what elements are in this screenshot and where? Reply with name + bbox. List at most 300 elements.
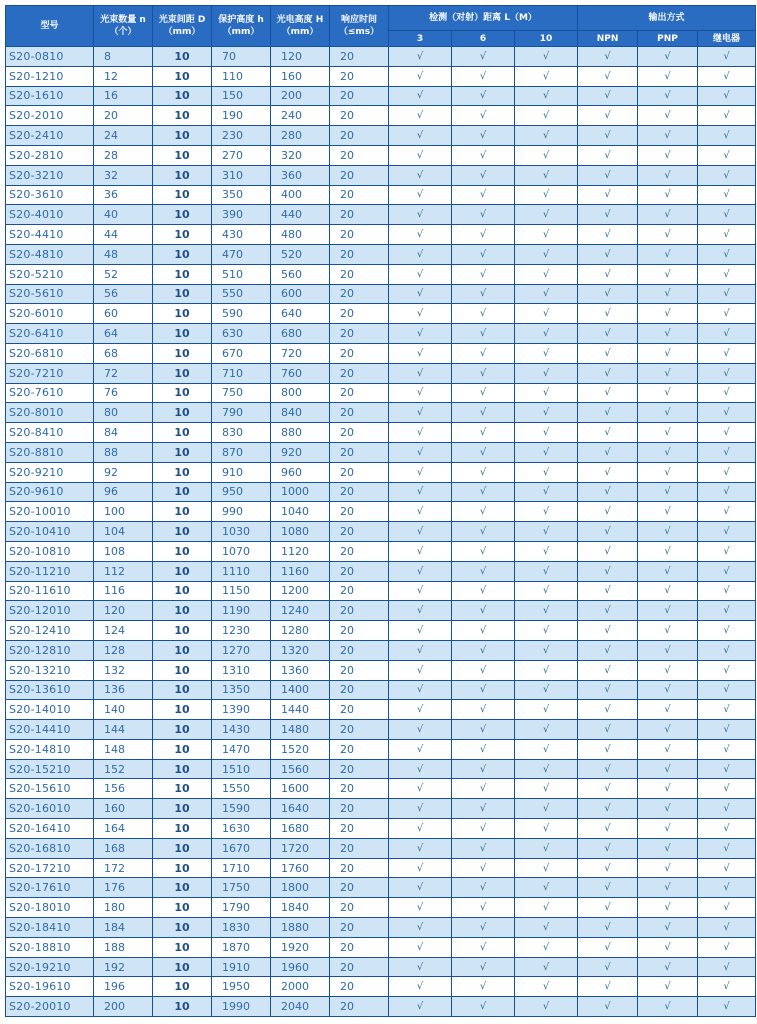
cell-distance-10: √: [515, 442, 578, 462]
cell-protection-height: 790: [212, 403, 271, 423]
cell-spacing: 10: [153, 264, 212, 284]
cell-output-npn: √: [578, 739, 638, 759]
cell-distance-6: √: [452, 977, 515, 997]
cell-distance-6: √: [452, 858, 515, 878]
cell-output-npn: √: [578, 106, 638, 126]
cell-beams: 88: [94, 442, 153, 462]
cell-distance-6: √: [452, 660, 515, 680]
cell-output-relay: √: [698, 343, 756, 363]
cell-protection-height: 350: [212, 185, 271, 205]
cell-protection-height: 670: [212, 343, 271, 363]
cell-distance-3: √: [389, 106, 452, 126]
cell-distance-6: √: [452, 383, 515, 403]
cell-output-pnp: √: [638, 442, 698, 462]
cell-distance-3: √: [389, 284, 452, 304]
cell-spacing: 10: [153, 541, 212, 561]
table-row: [6, 284, 756, 304]
table-row: [6, 878, 756, 898]
table-row: [6, 165, 756, 185]
cell-protection-height: 1710: [212, 858, 271, 878]
cell-distance-6: √: [452, 343, 515, 363]
cell-response-time: 20: [330, 205, 389, 225]
cell-output-pnp: √: [638, 225, 698, 245]
cell-output-pnp: √: [638, 977, 698, 997]
cell-distance-3: √: [389, 244, 452, 264]
cell-distance-10: √: [515, 581, 578, 601]
cell-output-relay: √: [698, 779, 756, 799]
cell-distance-6: √: [452, 205, 515, 225]
cell-protection-height: 1430: [212, 720, 271, 740]
cell-distance-10: √: [515, 720, 578, 740]
table-row: [6, 581, 756, 601]
table-row: [6, 423, 756, 443]
cell-distance-6: √: [452, 86, 515, 106]
cell-sensor-height: 1800: [271, 878, 330, 898]
cell-spacing: 10: [153, 284, 212, 304]
table-row: [6, 343, 756, 363]
cell-output-npn: √: [578, 561, 638, 581]
cell-distance-6: √: [452, 581, 515, 601]
cell-distance-3: √: [389, 522, 452, 542]
table-row: [6, 819, 756, 839]
cell-model: S20-15610: [6, 779, 94, 799]
cell-response-time: 20: [330, 561, 389, 581]
table-row: [6, 185, 756, 205]
cell-beams: 100: [94, 502, 153, 522]
cell-distance-3: √: [389, 878, 452, 898]
cell-model: S20-14410: [6, 720, 94, 740]
cell-model: S20-12810: [6, 640, 94, 660]
cell-spacing: 10: [153, 383, 212, 403]
cell-spacing: 10: [153, 47, 212, 67]
cell-sensor-height: 1400: [271, 680, 330, 700]
cell-output-relay: √: [698, 541, 756, 561]
cell-output-pnp: √: [638, 126, 698, 146]
cell-distance-3: √: [389, 977, 452, 997]
cell-distance-6: √: [452, 700, 515, 720]
cell-response-time: 20: [330, 304, 389, 324]
cell-beams: 196: [94, 977, 153, 997]
cell-output-relay: √: [698, 423, 756, 443]
cell-distance-10: √: [515, 423, 578, 443]
header-distance-10: 10: [515, 31, 578, 47]
cell-model: S20-10010: [6, 502, 94, 522]
cell-distance-6: √: [452, 621, 515, 641]
header-output-npn: NPN: [578, 31, 638, 47]
cell-model: S20-16010: [6, 799, 94, 819]
cell-output-pnp: √: [638, 858, 698, 878]
cell-distance-6: √: [452, 126, 515, 146]
cell-output-relay: √: [698, 918, 756, 938]
cell-model: S20-11210: [6, 561, 94, 581]
cell-model: S20-2810: [6, 145, 94, 165]
cell-distance-3: √: [389, 126, 452, 146]
cell-output-npn: √: [578, 759, 638, 779]
cell-beams: 80: [94, 403, 153, 423]
cell-output-relay: √: [698, 66, 756, 86]
cell-response-time: 20: [330, 284, 389, 304]
cell-output-pnp: √: [638, 541, 698, 561]
cell-protection-height: 1950: [212, 977, 271, 997]
cell-distance-3: √: [389, 343, 452, 363]
cell-distance-3: √: [389, 442, 452, 462]
table-row: [6, 522, 756, 542]
cell-protection-height: 1470: [212, 739, 271, 759]
cell-distance-6: √: [452, 244, 515, 264]
cell-distance-10: √: [515, 126, 578, 146]
cell-model: S20-8410: [6, 423, 94, 443]
cell-output-relay: √: [698, 858, 756, 878]
cell-distance-3: √: [389, 502, 452, 522]
cell-spacing: 10: [153, 680, 212, 700]
cell-model: S20-0810: [6, 47, 94, 67]
cell-protection-height: 1510: [212, 759, 271, 779]
cell-distance-6: √: [452, 145, 515, 165]
cell-output-pnp: √: [638, 165, 698, 185]
cell-response-time: 20: [330, 47, 389, 67]
cell-model: S20-14010: [6, 700, 94, 720]
cell-distance-6: √: [452, 264, 515, 284]
cell-protection-height: 1830: [212, 918, 271, 938]
cell-sensor-height: 1480: [271, 720, 330, 740]
cell-distance-10: √: [515, 165, 578, 185]
cell-model: S20-18410: [6, 918, 94, 938]
cell-beams: 132: [94, 660, 153, 680]
cell-sensor-height: 480: [271, 225, 330, 245]
cell-response-time: 20: [330, 522, 389, 542]
cell-beams: 184: [94, 918, 153, 938]
cell-distance-10: √: [515, 145, 578, 165]
cell-distance-6: √: [452, 898, 515, 918]
table-row: [6, 502, 756, 522]
table-row: [6, 937, 756, 957]
cell-output-pnp: √: [638, 86, 698, 106]
cell-sensor-height: 1080: [271, 522, 330, 542]
cell-sensor-height: 560: [271, 264, 330, 284]
cell-output-relay: √: [698, 799, 756, 819]
cell-output-pnp: √: [638, 106, 698, 126]
cell-output-pnp: √: [638, 185, 698, 205]
cell-output-pnp: √: [638, 720, 698, 740]
cell-distance-10: √: [515, 700, 578, 720]
cell-output-pnp: √: [638, 700, 698, 720]
cell-distance-3: √: [389, 858, 452, 878]
cell-output-pnp: √: [638, 898, 698, 918]
cell-distance-3: √: [389, 937, 452, 957]
cell-output-relay: √: [698, 601, 756, 621]
cell-model: S20-3210: [6, 165, 94, 185]
cell-beams: 64: [94, 324, 153, 344]
cell-output-relay: √: [698, 383, 756, 403]
cell-distance-3: √: [389, 383, 452, 403]
cell-distance-10: √: [515, 47, 578, 67]
cell-distance-6: √: [452, 284, 515, 304]
cell-output-pnp: √: [638, 383, 698, 403]
cell-output-pnp: √: [638, 937, 698, 957]
cell-model: S20-19610: [6, 977, 94, 997]
cell-model: S20-5210: [6, 264, 94, 284]
cell-output-pnp: √: [638, 779, 698, 799]
cell-output-npn: √: [578, 937, 638, 957]
cell-output-relay: √: [698, 205, 756, 225]
cell-distance-6: √: [452, 106, 515, 126]
cell-distance-3: √: [389, 324, 452, 344]
cell-protection-height: 1350: [212, 680, 271, 700]
cell-model: S20-13610: [6, 680, 94, 700]
cell-output-relay: √: [698, 838, 756, 858]
cell-beams: 108: [94, 541, 153, 561]
cell-output-relay: √: [698, 145, 756, 165]
cell-response-time: 20: [330, 838, 389, 858]
cell-sensor-height: 1440: [271, 700, 330, 720]
cell-output-npn: √: [578, 462, 638, 482]
cell-response-time: 20: [330, 918, 389, 938]
cell-output-npn: √: [578, 838, 638, 858]
cell-output-relay: √: [698, 106, 756, 126]
cell-distance-10: √: [515, 759, 578, 779]
cell-protection-height: 630: [212, 324, 271, 344]
cell-sensor-height: 160: [271, 66, 330, 86]
cell-protection-height: 1670: [212, 838, 271, 858]
cell-response-time: 20: [330, 621, 389, 641]
cell-output-pnp: √: [638, 403, 698, 423]
table-row: [6, 601, 756, 621]
cell-spacing: 10: [153, 462, 212, 482]
table-row: [6, 779, 756, 799]
cell-model: S20-11610: [6, 581, 94, 601]
cell-spacing: 10: [153, 165, 212, 185]
cell-spacing: 10: [153, 304, 212, 324]
table-row: [6, 799, 756, 819]
table-row: [6, 225, 756, 245]
cell-output-npn: √: [578, 779, 638, 799]
cell-protection-height: 1790: [212, 898, 271, 918]
cell-sensor-height: 1920: [271, 937, 330, 957]
cell-output-npn: √: [578, 442, 638, 462]
header-beams: 光束数量 n （个）: [94, 6, 153, 47]
cell-protection-height: 1270: [212, 640, 271, 660]
cell-output-relay: √: [698, 185, 756, 205]
cell-output-npn: √: [578, 720, 638, 740]
cell-model: S20-10810: [6, 541, 94, 561]
cell-distance-10: √: [515, 660, 578, 680]
cell-response-time: 20: [330, 86, 389, 106]
cell-sensor-height: 800: [271, 383, 330, 403]
table-row: [6, 324, 756, 344]
cell-spacing: 10: [153, 363, 212, 383]
cell-protection-height: 1310: [212, 660, 271, 680]
cell-protection-height: 1590: [212, 799, 271, 819]
cell-spacing: 10: [153, 878, 212, 898]
cell-model: S20-3610: [6, 185, 94, 205]
cell-distance-3: √: [389, 225, 452, 245]
cell-spacing: 10: [153, 819, 212, 839]
cell-protection-height: 950: [212, 482, 271, 502]
cell-response-time: 20: [330, 660, 389, 680]
cell-distance-3: √: [389, 304, 452, 324]
cell-output-relay: √: [698, 482, 756, 502]
cell-distance-10: √: [515, 225, 578, 245]
cell-protection-height: 1630: [212, 819, 271, 839]
table-row: [6, 561, 756, 581]
cell-output-relay: √: [698, 621, 756, 641]
cell-response-time: 20: [330, 502, 389, 522]
cell-beams: 52: [94, 264, 153, 284]
cell-output-relay: √: [698, 898, 756, 918]
cell-sensor-height: 1320: [271, 640, 330, 660]
cell-distance-10: √: [515, 403, 578, 423]
cell-response-time: 20: [330, 799, 389, 819]
cell-output-npn: √: [578, 47, 638, 67]
cell-response-time: 20: [330, 858, 389, 878]
cell-spacing: 10: [153, 482, 212, 502]
cell-model: S20-6010: [6, 304, 94, 324]
cell-distance-3: √: [389, 601, 452, 621]
cell-output-pnp: √: [638, 759, 698, 779]
cell-output-npn: √: [578, 86, 638, 106]
cell-output-npn: √: [578, 205, 638, 225]
cell-distance-10: √: [515, 937, 578, 957]
cell-response-time: 20: [330, 106, 389, 126]
cell-distance-3: √: [389, 66, 452, 86]
cell-output-pnp: √: [638, 284, 698, 304]
table-row: [6, 660, 756, 680]
spec-table: [5, 5, 756, 1017]
cell-output-relay: √: [698, 878, 756, 898]
cell-output-relay: √: [698, 47, 756, 67]
cell-distance-6: √: [452, 324, 515, 344]
cell-protection-height: 390: [212, 205, 271, 225]
cell-distance-10: √: [515, 997, 578, 1017]
cell-protection-height: 590: [212, 304, 271, 324]
cell-distance-10: √: [515, 838, 578, 858]
cell-distance-10: √: [515, 541, 578, 561]
cell-beams: 188: [94, 937, 153, 957]
cell-distance-10: √: [515, 819, 578, 839]
cell-response-time: 20: [330, 185, 389, 205]
cell-output-pnp: √: [638, 502, 698, 522]
cell-response-time: 20: [330, 343, 389, 363]
cell-sensor-height: 440: [271, 205, 330, 225]
cell-beams: 156: [94, 779, 153, 799]
cell-protection-height: 1190: [212, 601, 271, 621]
cell-spacing: 10: [153, 858, 212, 878]
cell-sensor-height: 1240: [271, 601, 330, 621]
cell-beams: 32: [94, 165, 153, 185]
cell-output-pnp: √: [638, 244, 698, 264]
cell-model: S20-5610: [6, 284, 94, 304]
cell-beams: 168: [94, 838, 153, 858]
table-row: [6, 264, 756, 284]
cell-distance-10: √: [515, 244, 578, 264]
table-row: [6, 442, 756, 462]
cell-distance-3: √: [389, 423, 452, 443]
cell-beams: 12: [94, 66, 153, 86]
cell-sensor-height: 2040: [271, 997, 330, 1017]
cell-distance-6: √: [452, 878, 515, 898]
table-row: [6, 383, 756, 403]
cell-output-npn: √: [578, 264, 638, 284]
cell-output-pnp: √: [638, 264, 698, 284]
cell-response-time: 20: [330, 423, 389, 443]
cell-output-npn: √: [578, 126, 638, 146]
table-row: [6, 145, 756, 165]
cell-model: S20-17610: [6, 878, 94, 898]
cell-beams: 128: [94, 640, 153, 660]
cell-sensor-height: 280: [271, 126, 330, 146]
cell-distance-3: √: [389, 779, 452, 799]
cell-distance-6: √: [452, 561, 515, 581]
cell-protection-height: 1150: [212, 581, 271, 601]
cell-beams: 144: [94, 720, 153, 740]
cell-beams: 44: [94, 225, 153, 245]
cell-output-npn: √: [578, 66, 638, 86]
cell-output-pnp: √: [638, 581, 698, 601]
cell-distance-3: √: [389, 898, 452, 918]
table-body: [6, 47, 756, 1017]
cell-sensor-height: 1160: [271, 561, 330, 581]
cell-output-npn: √: [578, 977, 638, 997]
cell-output-pnp: √: [638, 660, 698, 680]
cell-distance-6: √: [452, 47, 515, 67]
header-output-pnp: PNP: [638, 31, 698, 47]
cell-output-npn: √: [578, 363, 638, 383]
cell-spacing: 10: [153, 442, 212, 462]
cell-protection-height: 310: [212, 165, 271, 185]
cell-distance-3: √: [389, 997, 452, 1017]
cell-spacing: 10: [153, 106, 212, 126]
cell-distance-10: √: [515, 185, 578, 205]
cell-distance-10: √: [515, 957, 578, 977]
cell-output-relay: √: [698, 522, 756, 542]
cell-output-pnp: √: [638, 66, 698, 86]
cell-protection-height: 270: [212, 145, 271, 165]
cell-output-pnp: √: [638, 878, 698, 898]
cell-output-pnp: √: [638, 838, 698, 858]
cell-distance-6: √: [452, 799, 515, 819]
cell-output-npn: √: [578, 403, 638, 423]
table-row: [6, 482, 756, 502]
cell-distance-3: √: [389, 363, 452, 383]
cell-output-relay: √: [698, 324, 756, 344]
cell-distance-6: √: [452, 482, 515, 502]
cell-output-pnp: √: [638, 957, 698, 977]
cell-output-relay: √: [698, 462, 756, 482]
cell-sensor-height: 1840: [271, 898, 330, 918]
cell-protection-height: 990: [212, 502, 271, 522]
cell-output-relay: √: [698, 997, 756, 1017]
cell-protection-height: 1910: [212, 957, 271, 977]
table-row: [6, 977, 756, 997]
cell-beams: 140: [94, 700, 153, 720]
cell-output-relay: √: [698, 165, 756, 185]
cell-output-relay: √: [698, 284, 756, 304]
cell-output-npn: √: [578, 997, 638, 1017]
cell-distance-10: √: [515, 601, 578, 621]
cell-distance-3: √: [389, 462, 452, 482]
cell-distance-10: √: [515, 640, 578, 660]
cell-model: S20-8010: [6, 403, 94, 423]
header-distance-6: 6: [452, 31, 515, 47]
table-header: [6, 6, 756, 47]
cell-spacing: 10: [153, 660, 212, 680]
cell-output-npn: √: [578, 423, 638, 443]
cell-output-pnp: √: [638, 799, 698, 819]
cell-beams: 120: [94, 601, 153, 621]
table-row: [6, 739, 756, 759]
cell-sensor-height: 1720: [271, 838, 330, 858]
cell-distance-10: √: [515, 324, 578, 344]
